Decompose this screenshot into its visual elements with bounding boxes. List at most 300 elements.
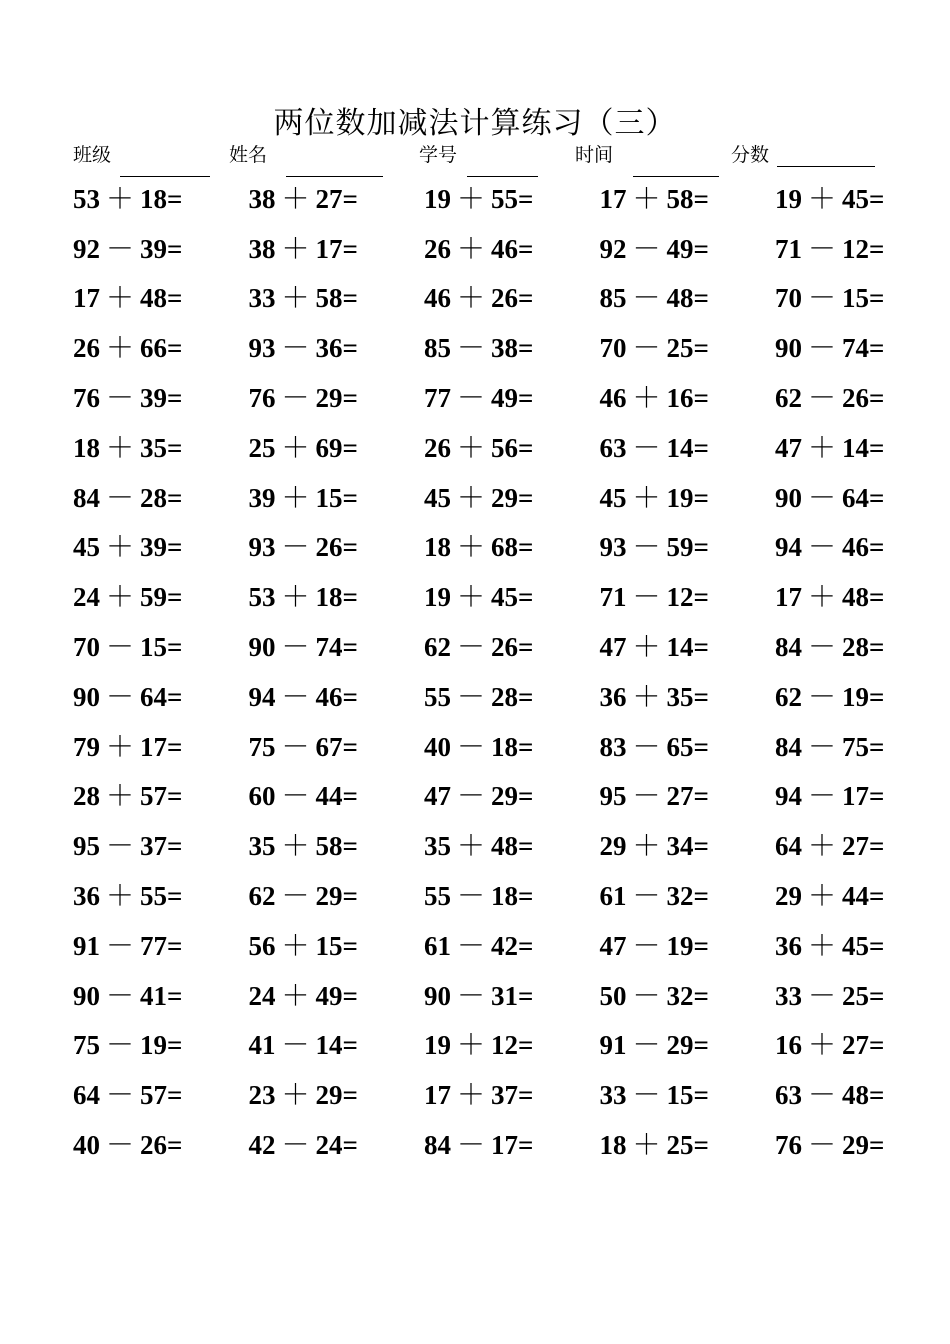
operand-b: 17= bbox=[140, 731, 183, 762]
operator: ＋ bbox=[457, 829, 486, 863]
operator: － bbox=[808, 281, 837, 315]
operator: ＋ bbox=[106, 779, 135, 813]
problem-item bbox=[775, 426, 950, 466]
operand-a: 16 bbox=[775, 1030, 802, 1061]
problem-item bbox=[600, 1073, 776, 1113]
problem-item bbox=[424, 824, 600, 864]
operand-a: 95 bbox=[599, 781, 627, 812]
operand-b: 26= bbox=[315, 532, 358, 563]
problem-item bbox=[73, 625, 249, 665]
operand-b: 44= bbox=[842, 881, 885, 912]
problem-item bbox=[424, 924, 600, 964]
operand-a: 90 bbox=[73, 681, 100, 712]
problem-item bbox=[775, 725, 950, 765]
problem-row bbox=[73, 869, 950, 919]
operator: － bbox=[281, 530, 310, 564]
problem-item bbox=[73, 774, 249, 814]
problem-item bbox=[775, 575, 950, 615]
operand-b: 32= bbox=[666, 980, 709, 1011]
operator: ＋ bbox=[106, 430, 135, 464]
class-label: 班级 bbox=[73, 144, 112, 166]
problem-item bbox=[424, 625, 600, 665]
operand-a: 62 bbox=[248, 881, 276, 912]
operand-b: 69= bbox=[315, 432, 358, 463]
operator: ＋ bbox=[632, 381, 661, 415]
operator: － bbox=[281, 779, 310, 813]
problem-grid bbox=[73, 172, 950, 1168]
problem-item bbox=[249, 326, 425, 366]
problem-item bbox=[600, 774, 776, 814]
problem-item bbox=[600, 625, 776, 665]
operator: － bbox=[281, 729, 310, 763]
operand-a: 29 bbox=[775, 881, 802, 912]
operand-a: 71 bbox=[775, 233, 802, 264]
operator: － bbox=[281, 679, 310, 713]
problem-item bbox=[249, 1073, 425, 1113]
operator: ＋ bbox=[457, 1078, 486, 1112]
operand-a: 18 bbox=[73, 432, 100, 463]
problem-item bbox=[249, 476, 425, 516]
operand-b: 12= bbox=[666, 582, 709, 613]
operand-a: 36 bbox=[73, 881, 100, 912]
operator: － bbox=[106, 1128, 135, 1162]
problem-item bbox=[424, 1123, 600, 1163]
operand-b: 28= bbox=[491, 681, 534, 712]
operator: ＋ bbox=[808, 829, 837, 863]
problem-item bbox=[775, 974, 950, 1014]
problem-item bbox=[600, 227, 776, 267]
problem-item bbox=[424, 326, 600, 366]
problem-item bbox=[73, 675, 249, 715]
operand-a: 40 bbox=[424, 731, 451, 762]
operand-b: 55= bbox=[140, 881, 183, 912]
operand-b: 14= bbox=[666, 632, 709, 663]
operator: ＋ bbox=[106, 181, 135, 215]
operand-b: 17= bbox=[842, 781, 885, 812]
operator: ＋ bbox=[808, 181, 837, 215]
operand-b: 19= bbox=[140, 1030, 183, 1061]
operand-a: 19 bbox=[775, 183, 802, 214]
operator: － bbox=[106, 231, 135, 265]
operand-b: 56= bbox=[491, 432, 534, 463]
operator: ＋ bbox=[281, 928, 310, 962]
operand-a: 76 bbox=[775, 1130, 802, 1161]
problem-row bbox=[73, 222, 950, 272]
problem-item bbox=[424, 974, 600, 1014]
operator: ＋ bbox=[808, 430, 837, 464]
operand-b: 19= bbox=[666, 930, 709, 961]
operator: ＋ bbox=[457, 430, 486, 464]
operand-a: 17 bbox=[599, 183, 627, 214]
operand-b: 57= bbox=[140, 1080, 183, 1111]
operator: － bbox=[281, 630, 310, 664]
score-field[interactable] bbox=[777, 140, 875, 167]
operator: － bbox=[808, 331, 837, 365]
operator: ＋ bbox=[281, 580, 310, 614]
problem-item bbox=[424, 725, 600, 765]
problem-item bbox=[73, 276, 249, 316]
problem-item bbox=[600, 525, 776, 565]
operand-a: 17 bbox=[424, 1080, 451, 1111]
operand-a: 47 bbox=[424, 781, 451, 812]
operand-a: 33 bbox=[248, 283, 276, 314]
operator: － bbox=[808, 1078, 837, 1112]
problem-item bbox=[775, 276, 950, 316]
problem-item bbox=[600, 326, 776, 366]
operator: ＋ bbox=[281, 231, 310, 265]
operand-b: 59= bbox=[666, 532, 709, 563]
operator: － bbox=[281, 879, 310, 913]
problem-item bbox=[249, 177, 425, 217]
problem-item bbox=[73, 725, 249, 765]
operand-a: 25 bbox=[248, 432, 276, 463]
operand-a: 41 bbox=[248, 1030, 276, 1061]
operand-b: 39= bbox=[140, 233, 183, 264]
problem-item bbox=[600, 1023, 776, 1063]
operator: － bbox=[281, 381, 310, 415]
name-label: 姓名 bbox=[229, 144, 268, 166]
operand-a: 17 bbox=[775, 582, 802, 613]
operand-b: 41= bbox=[140, 980, 183, 1011]
operand-b: 25= bbox=[842, 980, 885, 1011]
operand-a: 45 bbox=[599, 482, 627, 513]
operand-b: 15= bbox=[315, 482, 358, 513]
problem-item bbox=[600, 824, 776, 864]
operand-b: 15= bbox=[842, 283, 885, 314]
operand-b: 35= bbox=[666, 681, 709, 712]
operand-a: 33 bbox=[599, 1080, 627, 1111]
operand-a: 95 bbox=[73, 831, 100, 862]
operand-b: 46= bbox=[842, 532, 885, 563]
operand-a: 18 bbox=[424, 532, 451, 563]
operand-a: 23 bbox=[248, 1080, 276, 1111]
operand-b: 64= bbox=[842, 482, 885, 513]
operand-a: 62 bbox=[775, 383, 802, 414]
operand-a: 45 bbox=[424, 482, 451, 513]
operand-b: 67= bbox=[315, 731, 358, 762]
operator: － bbox=[632, 580, 661, 614]
problem-item bbox=[424, 1073, 600, 1113]
problem-item bbox=[775, 326, 950, 366]
operand-b: 29= bbox=[666, 1030, 709, 1061]
operator: ＋ bbox=[632, 630, 661, 664]
problem-item bbox=[775, 874, 950, 914]
problem-item bbox=[249, 774, 425, 814]
operand-a: 76 bbox=[73, 383, 100, 414]
operator: ＋ bbox=[457, 1028, 486, 1062]
operand-a: 75 bbox=[248, 731, 276, 762]
problem-item bbox=[775, 227, 950, 267]
operand-b: 49= bbox=[666, 233, 709, 264]
operator: － bbox=[808, 779, 837, 813]
problem-item bbox=[600, 476, 776, 516]
problem-item bbox=[249, 725, 425, 765]
operator: － bbox=[632, 281, 661, 315]
operator: － bbox=[808, 729, 837, 763]
operator: － bbox=[808, 231, 837, 265]
operand-a: 70 bbox=[73, 632, 100, 663]
operand-b: 35= bbox=[140, 432, 183, 463]
problem-item bbox=[249, 426, 425, 466]
problem-item bbox=[775, 625, 950, 665]
operand-b: 46= bbox=[491, 233, 534, 264]
problem-item bbox=[600, 974, 776, 1014]
operator: － bbox=[632, 928, 661, 962]
problem-row bbox=[73, 321, 950, 371]
operator: ＋ bbox=[632, 480, 661, 514]
problem-row bbox=[73, 371, 950, 421]
operator: － bbox=[808, 679, 837, 713]
operand-a: 55 bbox=[424, 881, 451, 912]
operand-b: 45= bbox=[842, 183, 885, 214]
problem-item bbox=[424, 525, 600, 565]
operator: ＋ bbox=[632, 679, 661, 713]
operand-a: 84 bbox=[73, 482, 100, 513]
operand-b: 28= bbox=[842, 632, 885, 663]
problem-item bbox=[600, 874, 776, 914]
operand-a: 26 bbox=[424, 233, 451, 264]
problem-item bbox=[600, 1123, 776, 1163]
problem-item bbox=[249, 276, 425, 316]
operand-b: 17= bbox=[315, 233, 358, 264]
operand-b: 26= bbox=[491, 632, 534, 663]
problem-item bbox=[424, 376, 600, 416]
operand-b: 77= bbox=[140, 930, 183, 961]
operand-b: 58= bbox=[666, 183, 709, 214]
operand-b: 12= bbox=[491, 1030, 534, 1061]
operator: ＋ bbox=[281, 181, 310, 215]
operator: － bbox=[632, 879, 661, 913]
operator: － bbox=[457, 779, 486, 813]
problem-item bbox=[73, 227, 249, 267]
operand-b: 66= bbox=[140, 333, 183, 364]
operand-b: 31= bbox=[491, 980, 534, 1011]
operator: － bbox=[106, 829, 135, 863]
worksheet-title: 两位数加减法计算练习（三） bbox=[273, 106, 677, 141]
operand-a: 92 bbox=[73, 233, 100, 264]
operand-a: 46 bbox=[599, 383, 627, 414]
operand-b: 57= bbox=[140, 781, 183, 812]
operator: － bbox=[457, 729, 486, 763]
operand-a: 90 bbox=[775, 333, 802, 364]
operand-b: 15= bbox=[140, 632, 183, 663]
operator: － bbox=[281, 1128, 310, 1162]
time-label: 时间 bbox=[575, 144, 614, 166]
problem-item bbox=[600, 725, 776, 765]
operand-b: 74= bbox=[842, 333, 885, 364]
problem-item bbox=[73, 1123, 249, 1163]
operand-a: 84 bbox=[424, 1130, 451, 1161]
operand-b: 55= bbox=[491, 183, 534, 214]
operator: ＋ bbox=[808, 928, 837, 962]
problem-item bbox=[249, 824, 425, 864]
operator: ＋ bbox=[457, 580, 486, 614]
score-label: 分数 bbox=[731, 144, 770, 166]
problem-item bbox=[775, 824, 950, 864]
problem-item bbox=[775, 1073, 950, 1113]
operand-a: 19 bbox=[424, 1030, 451, 1061]
operand-a: 84 bbox=[775, 731, 802, 762]
operand-b: 29= bbox=[491, 781, 534, 812]
problem-item bbox=[424, 675, 600, 715]
problem-item bbox=[73, 177, 249, 217]
problem-item bbox=[73, 1023, 249, 1063]
operand-b: 15= bbox=[315, 930, 358, 961]
operator: ＋ bbox=[457, 530, 486, 564]
operand-a: 36 bbox=[599, 681, 627, 712]
operand-b: 44= bbox=[315, 781, 358, 812]
operator: － bbox=[457, 381, 486, 415]
operand-b: 38= bbox=[491, 333, 534, 364]
operand-a: 75 bbox=[73, 1030, 100, 1061]
operand-a: 47 bbox=[599, 930, 627, 961]
operand-a: 91 bbox=[599, 1030, 627, 1061]
problem-item bbox=[775, 1123, 950, 1163]
operand-a: 94 bbox=[248, 681, 276, 712]
operator: ＋ bbox=[281, 978, 310, 1012]
operand-b: 58= bbox=[315, 283, 358, 314]
operand-a: 76 bbox=[248, 383, 276, 414]
problem-item bbox=[73, 824, 249, 864]
operand-b: 64= bbox=[140, 681, 183, 712]
operator: ＋ bbox=[457, 480, 486, 514]
problem-item bbox=[249, 874, 425, 914]
operand-a: 45 bbox=[73, 532, 100, 563]
operand-a: 90 bbox=[73, 980, 100, 1011]
problem-item bbox=[424, 227, 600, 267]
operand-a: 38 bbox=[248, 183, 276, 214]
operand-a: 36 bbox=[775, 930, 802, 961]
operand-a: 92 bbox=[599, 233, 627, 264]
operand-b: 24= bbox=[315, 1130, 358, 1161]
problem-item bbox=[73, 575, 249, 615]
operator: ＋ bbox=[281, 281, 310, 315]
operand-a: 90 bbox=[775, 482, 802, 513]
operand-a: 40 bbox=[73, 1130, 100, 1161]
operand-b: 45= bbox=[491, 582, 534, 613]
operator: ＋ bbox=[281, 480, 310, 514]
problem-item bbox=[775, 774, 950, 814]
operand-b: 19= bbox=[666, 482, 709, 513]
operand-b: 45= bbox=[842, 930, 885, 961]
problem-item bbox=[73, 376, 249, 416]
operand-b: 29= bbox=[315, 881, 358, 912]
operand-a: 24 bbox=[248, 980, 276, 1011]
problem-item bbox=[775, 675, 950, 715]
problem-item bbox=[600, 924, 776, 964]
problem-row bbox=[73, 570, 950, 620]
problem-item bbox=[600, 276, 776, 316]
operator: － bbox=[632, 331, 661, 365]
problem-item bbox=[424, 426, 600, 466]
operator: ＋ bbox=[808, 879, 837, 913]
operand-a: 90 bbox=[424, 980, 451, 1011]
operand-b: 26= bbox=[491, 283, 534, 314]
student-id-label: 学号 bbox=[419, 144, 458, 166]
operand-b: 27= bbox=[842, 1030, 885, 1061]
problem-row bbox=[73, 1019, 950, 1069]
operator: － bbox=[808, 630, 837, 664]
problem-item bbox=[775, 924, 950, 964]
operand-b: 25= bbox=[666, 1130, 709, 1161]
operator: － bbox=[632, 729, 661, 763]
operator: ＋ bbox=[281, 430, 310, 464]
problem-row bbox=[73, 969, 950, 1019]
problem-row bbox=[73, 819, 950, 869]
problem-item bbox=[249, 675, 425, 715]
operand-b: 18= bbox=[491, 881, 534, 912]
operand-a: 42 bbox=[248, 1130, 276, 1161]
operand-b: 16= bbox=[666, 383, 709, 414]
operator: － bbox=[632, 1028, 661, 1062]
operator: ＋ bbox=[106, 281, 135, 315]
operand-b: 48= bbox=[842, 1080, 885, 1111]
operand-b: 32= bbox=[666, 881, 709, 912]
operator: ＋ bbox=[632, 829, 661, 863]
operand-a: 26 bbox=[73, 333, 100, 364]
operand-b: 17= bbox=[491, 1130, 534, 1161]
operand-b: 15= bbox=[666, 1080, 709, 1111]
problem-item bbox=[249, 1123, 425, 1163]
problem-item bbox=[249, 974, 425, 1014]
problem-item bbox=[73, 525, 249, 565]
operand-b: 34= bbox=[666, 831, 709, 862]
operand-a: 61 bbox=[424, 930, 451, 961]
operand-a: 64 bbox=[775, 831, 802, 862]
operator: ＋ bbox=[808, 580, 837, 614]
operand-b: 29= bbox=[315, 383, 358, 414]
operator: － bbox=[106, 480, 135, 514]
operator: － bbox=[106, 978, 135, 1012]
operand-b: 18= bbox=[315, 582, 358, 613]
operand-a: 62 bbox=[775, 681, 802, 712]
problem-item bbox=[600, 177, 776, 217]
operand-a: 47 bbox=[775, 432, 802, 463]
operand-b: 27= bbox=[315, 183, 358, 214]
operand-b: 29= bbox=[315, 1080, 358, 1111]
operand-b: 49= bbox=[315, 980, 358, 1011]
operand-b: 48= bbox=[666, 283, 709, 314]
operand-b: 29= bbox=[491, 482, 534, 513]
operator: ＋ bbox=[632, 181, 661, 215]
operator: － bbox=[457, 928, 486, 962]
operator: － bbox=[106, 630, 135, 664]
operand-b: 36= bbox=[315, 333, 358, 364]
problem-item bbox=[73, 326, 249, 366]
problem-item bbox=[73, 476, 249, 516]
operand-a: 38 bbox=[248, 233, 276, 264]
operand-b: 29= bbox=[842, 1130, 885, 1161]
operator: － bbox=[808, 381, 837, 415]
operand-b: 26= bbox=[140, 1130, 183, 1161]
operand-b: 14= bbox=[842, 432, 885, 463]
operator: － bbox=[106, 1028, 135, 1062]
operator: ＋ bbox=[457, 281, 486, 315]
operand-b: 12= bbox=[842, 233, 885, 264]
problem-item bbox=[249, 227, 425, 267]
operator: ＋ bbox=[457, 231, 486, 265]
operand-a: 60 bbox=[248, 781, 276, 812]
operand-b: 48= bbox=[140, 283, 183, 314]
problem-item bbox=[600, 376, 776, 416]
operator: ＋ bbox=[106, 331, 135, 365]
problem-row bbox=[73, 421, 950, 471]
operand-a: 84 bbox=[775, 632, 802, 663]
operand-b: 46= bbox=[315, 681, 358, 712]
operator: ＋ bbox=[106, 530, 135, 564]
problem-row bbox=[73, 919, 950, 969]
operand-a: 26 bbox=[424, 432, 451, 463]
